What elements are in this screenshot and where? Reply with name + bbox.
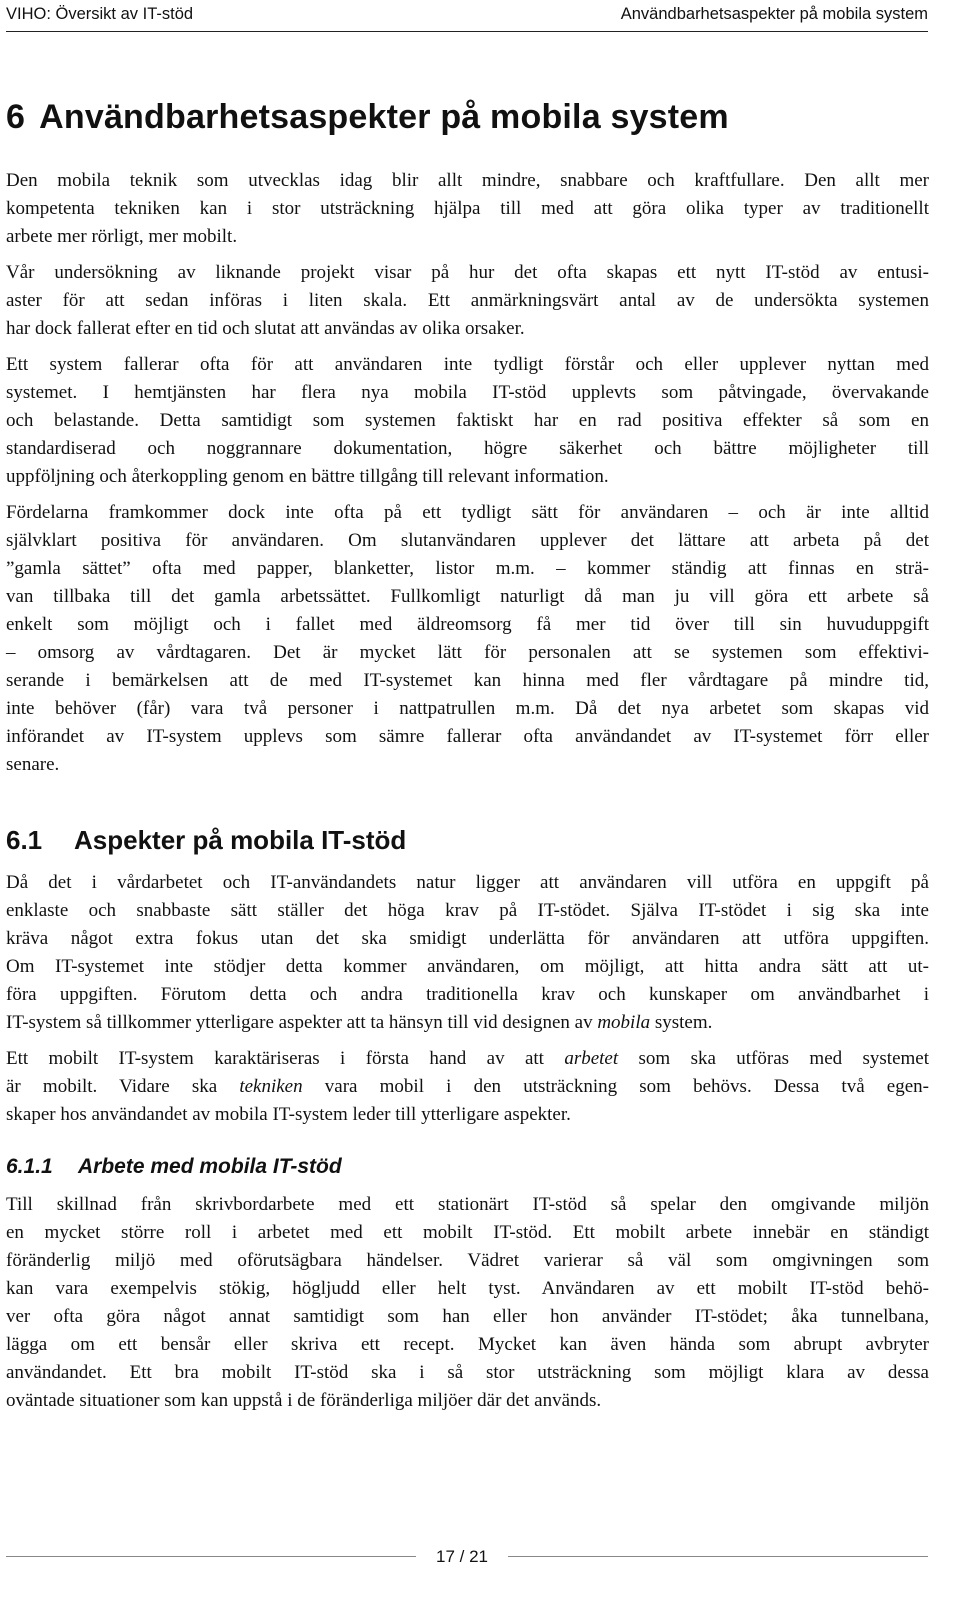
footer-rule-left: [6, 1556, 416, 1557]
text-run: Ett mobilt IT-system karaktäriseras i första hand av att: [6, 1048, 565, 1069]
header-document-title: VIHO: Översikt av IT-stöd: [6, 5, 194, 23]
text-run: som ska utföras med systemet: [618, 1048, 929, 1069]
text-line: införandet av IT-system upplevs som sämre fallerar ofta användandet av IT-systemet förr eller: [6, 726, 929, 747]
text-line: ”gamla sättet” ofta med papper, blanketter, listor m.m. – kommer ständig att finnas en strä-: [6, 558, 929, 579]
text-line: Den mobila teknik som utvecklas idag blir allt mindre, snabbare och kraftfullare. Den allt mer: [6, 170, 929, 191]
section-number: 6.1: [6, 825, 43, 855]
section-heading: [6, 823, 929, 857]
text-line: föränderlig miljö med oförutsägbara händelser. Vädret varierar så väl som omgivningen som: [6, 1250, 929, 1271]
text-run: vara mobil i den utsträckning som behövs. Dessa två egen-: [302, 1076, 929, 1097]
text-line: och belastande. Detta samtidigt som systemen faktiskt har en rad positiva effekter så som en: [6, 410, 929, 431]
text-line: aster för att sedan införas i liten skala. Ett anmärkningsvärt antal av de undersökta systemen: [6, 290, 929, 311]
text-line: Fördelarna framkommer dock inte ofta på ett tydligt sätt för användaren – och är inte alltid: [6, 502, 929, 523]
header-chapter-title: Användbarhetsaspekter på mobila system: [620, 5, 928, 23]
text-line: oväntade situationer som kan uppstå i de föränderliga miljöer där det används.: [6, 1390, 602, 1411]
chapter-number: 6: [6, 98, 26, 136]
emphasis-arbetet: arbetet: [564, 1048, 619, 1069]
emphasis-tekniken: tekniken: [239, 1076, 303, 1097]
text-run: system.: [650, 1012, 713, 1033]
text-line: systemet. I hemtjänsten har flera nya mobila IT-stöd upplevts som påtvingade, övervakande: [6, 382, 929, 403]
text-line: användandet. Ett bra mobilt IT-stöd ska i så stor utsträckning som möjligt klara av dessa: [6, 1362, 929, 1383]
text-line: Ett system fallerar ofta för att användaren inte tydligt förstår och eller upplever nyttan med: [6, 354, 929, 375]
text-line: skaper hos användandet av mobila IT-system leder till ytterligare aspekter.: [6, 1104, 571, 1125]
chapter-paragraph-1: [6, 167, 929, 251]
text-line: senare.: [6, 754, 60, 775]
text-line: standardiserad och noggrannare dokumentation, högre säkerhet och bättre möjligheter till: [6, 438, 929, 459]
running-header: [6, 0, 928, 32]
text-line: [6, 1073, 929, 1101]
section-paragraph-2: [6, 1045, 929, 1129]
subsection-title: Arbete med mobila IT-stöd: [78, 1155, 342, 1178]
section-paragraph-1: [6, 869, 929, 1037]
text-line: arbete mer rörligt, mer mobilt.: [6, 226, 238, 247]
chapter-heading: [6, 95, 929, 139]
text-line: kompetenta tekniken kan i stor utsträckning hjälpa till med att göra olika typer av traditionellt: [6, 198, 929, 219]
text-line: [6, 1045, 929, 1073]
chapter-title: Användbarhetsaspekter på mobila system: [39, 98, 729, 136]
text-line: van tillbaka till det gamla arbetssättet. Fullkomligt naturligt då man ju vill göra ett arbete så: [6, 586, 929, 607]
text-line: Vår undersökning av liknande projekt visar på hur det ofta skapas ett nytt IT-stöd av entusi-: [6, 262, 929, 283]
emphasis-mobila: mobila: [597, 1012, 651, 1033]
text-line: lägga om ett bensår eller skriva ett recept. Mycket kan även hända som abrupt avbryter: [6, 1334, 929, 1355]
subsection-number: 6.1.1: [6, 1155, 53, 1178]
text-line: Om IT-systemet inte stödjer detta kommer användaren, om möjligt, att hitta andra sätt att ut-: [6, 956, 929, 977]
text-line: Då det i vårdarbetet och IT-användandets natur ligger att användaren vill utföra en uppgift på: [6, 872, 929, 893]
text-line: [6, 1009, 929, 1037]
page-footer: [0, 1549, 960, 1613]
section-title: Aspekter på mobila IT-stöd: [74, 825, 407, 855]
chapter-paragraph-3: [6, 351, 929, 491]
page-content: [6, 95, 929, 1423]
text-line: Till skillnad från skrivbordarbete med ett stationärt IT-stöd så spelar den omgivande miljön: [6, 1194, 929, 1215]
text-line: uppföljning och återkoppling genom en bättre tillgång till relevant information.: [6, 466, 609, 487]
chapter-paragraph-4: [6, 499, 929, 779]
page-number: 17 / 21: [436, 1547, 488, 1566]
footer-rule-right: [508, 1556, 928, 1557]
text-run: IT-system så tillkommer ytterligare aspekter att ta hänsyn till vid designen av: [6, 1012, 598, 1033]
text-line: – omsorg av vårdtagaren. Det är mycket lätt för personalen att se systemen som effektivi-: [6, 642, 929, 663]
text-line: serande i bemärkelsen att de med IT-systemet kan hinna med fler vårdtagare på mindre tid,: [6, 670, 929, 691]
text-line: enkelt som möjligt och i fallet med äldreomsorg få mer tid över till sin huvuduppgift: [6, 614, 929, 635]
text-line: självklart positiva för användaren. Om slutanvändaren upplever det lättare att arbeta på det: [6, 530, 929, 551]
text-run: är mobilt. Vidare ska: [6, 1076, 240, 1097]
subsection-paragraph-1: [6, 1191, 929, 1415]
text-line: föra uppgiften. Förutom detta och andra traditionella krav och kunskaper om användbarhet i: [6, 984, 929, 1005]
text-line: en mycket större roll i arbetet med ett mobilt IT-stöd. Ett mobilt arbete innebär en ständigt: [6, 1222, 929, 1243]
text-line: kräva något extra fokus utan det ska smidigt underlätta för användaren att utföra uppgiften.: [6, 928, 929, 949]
chapter-paragraph-2: [6, 259, 929, 343]
text-line: enklaste och snabbaste sätt ställer det höga krav på IT-stödet. Själva IT-stödet i sig ska inte: [6, 900, 929, 921]
text-line: kan vara exempelvis stökig, högljudd eller helt tyst. Användaren av ett mobilt IT-stöd behö-: [6, 1278, 929, 1299]
text-line: ver ofta göra något annat samtidigt som han eller hon använder IT-stödet; åka tunnelbana,: [6, 1306, 929, 1327]
text-line: inte behöver (får) vara två personer i nattpatrullen m.m. Då det nya arbetet som skapas vid: [6, 698, 929, 719]
text-line: har dock fallerat efter en tid och slutat att användas av olika orsaker.: [6, 318, 525, 339]
subsection-heading: [6, 1153, 929, 1181]
